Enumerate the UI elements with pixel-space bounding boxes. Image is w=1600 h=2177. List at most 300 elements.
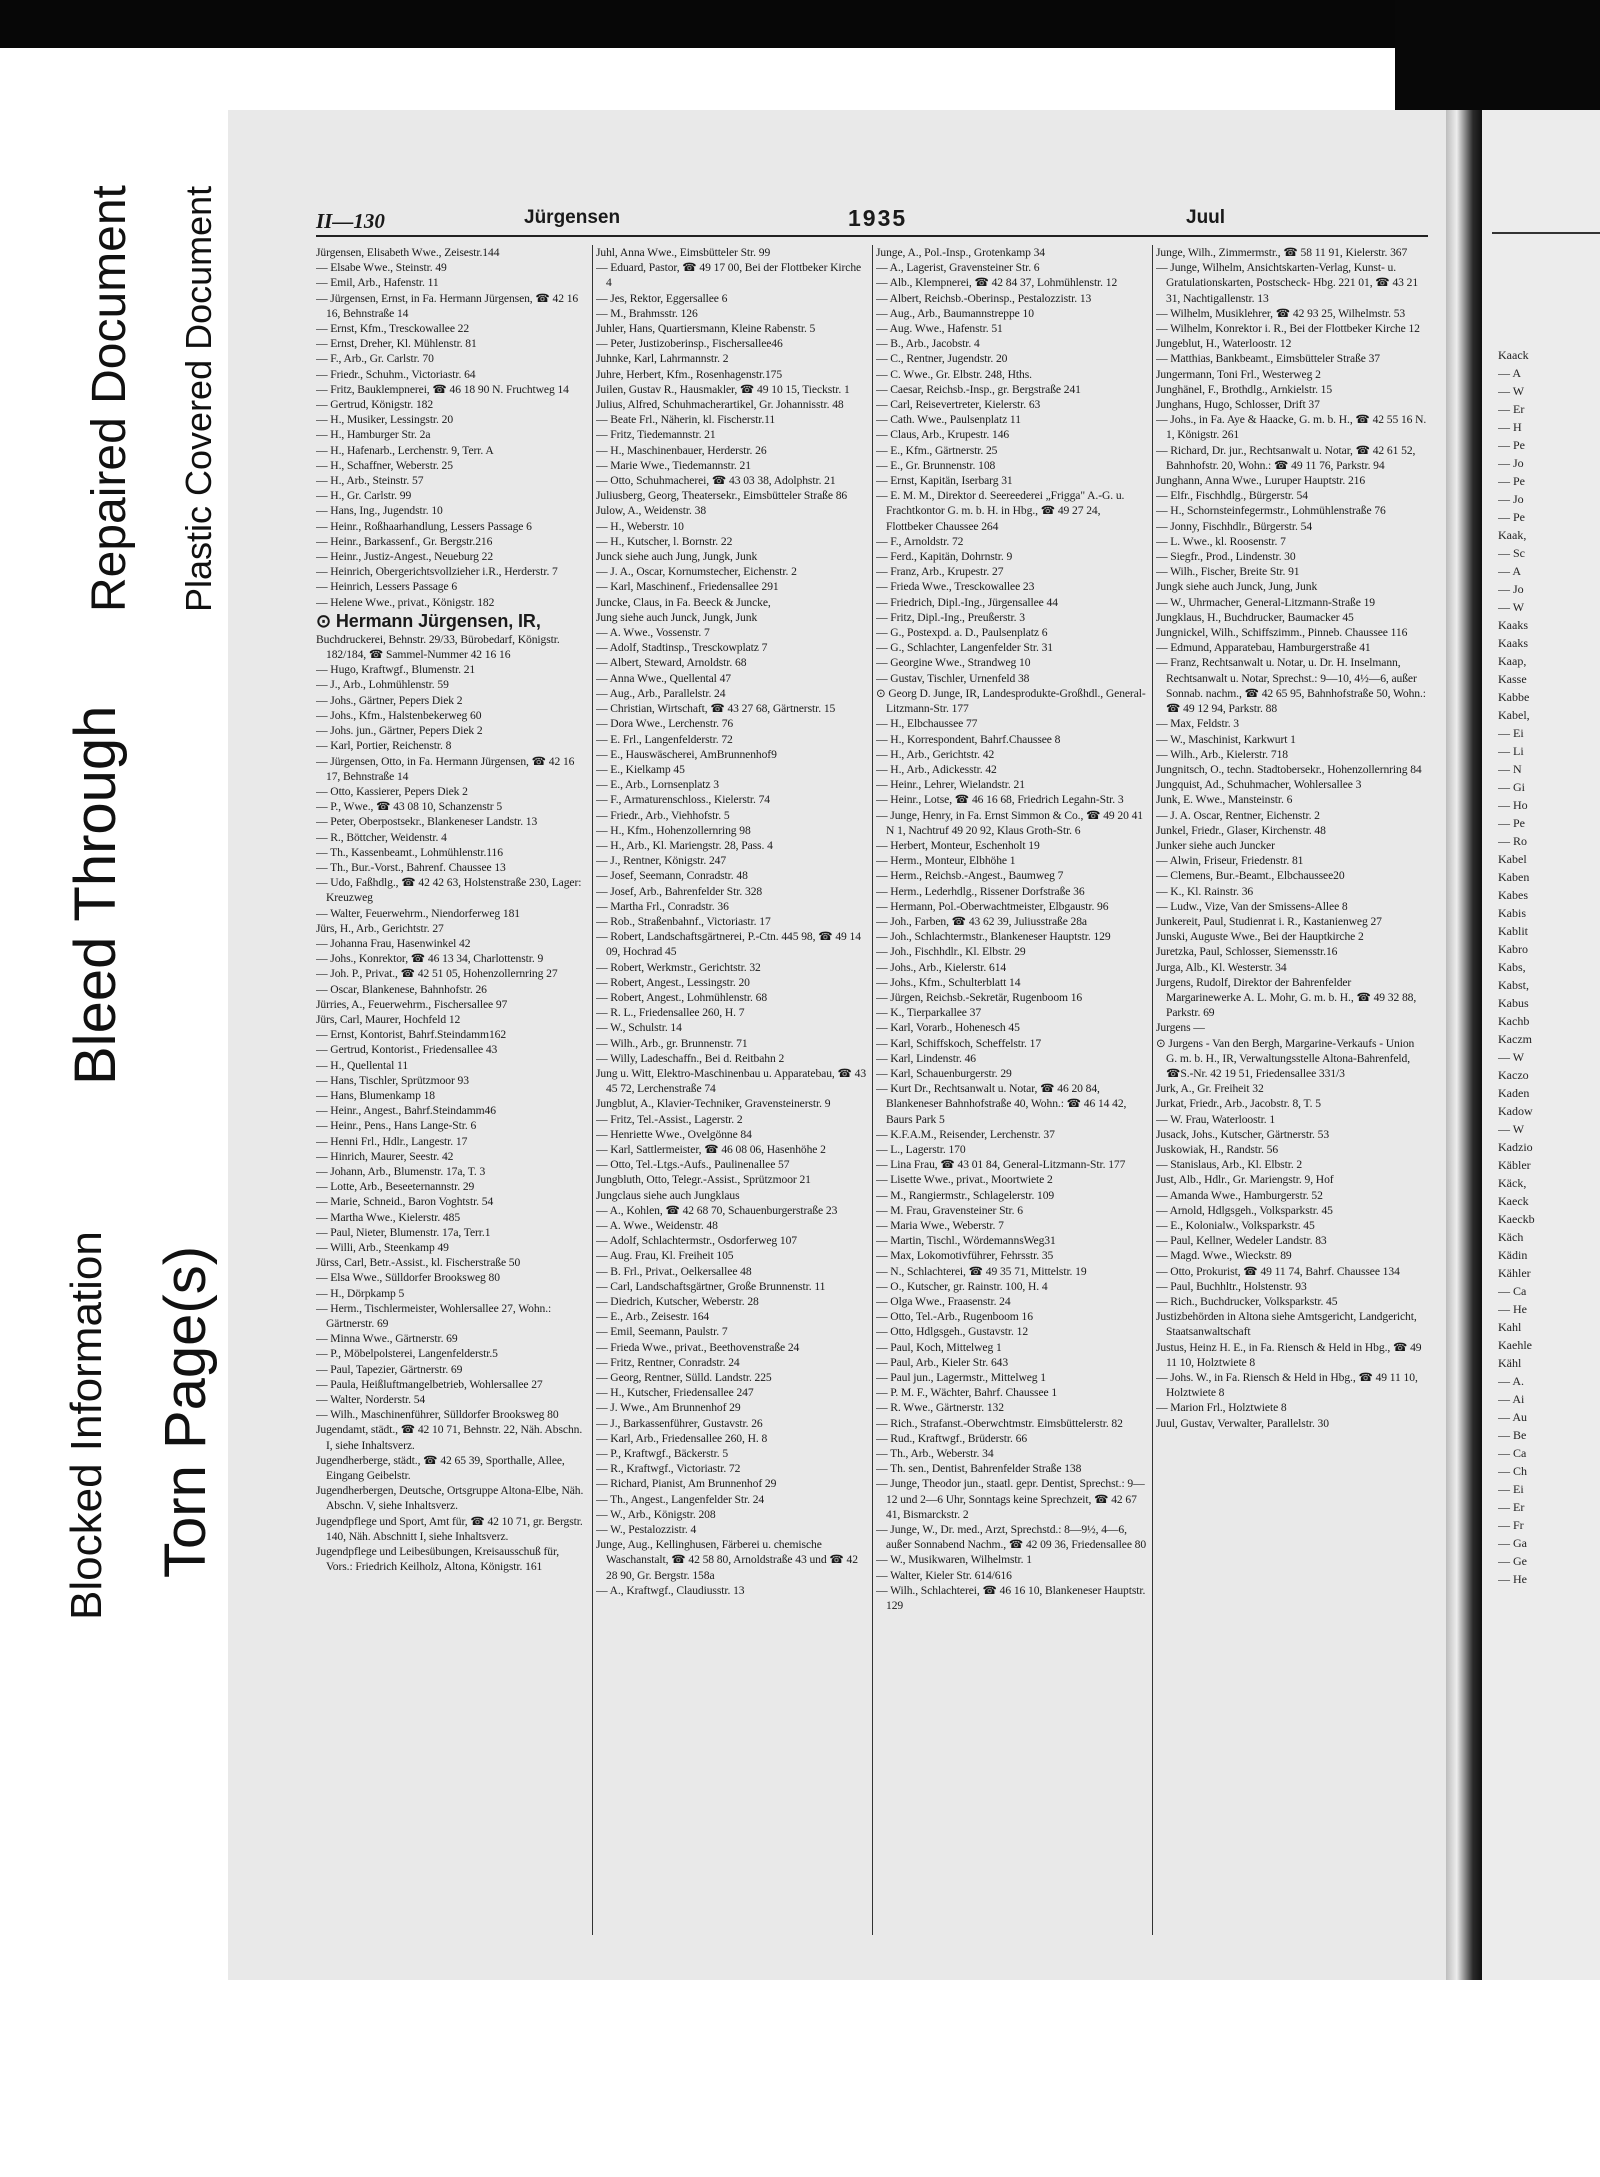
page-number: II—130 bbox=[316, 209, 385, 233]
directory-entry: — R., Kraftwgf., Victoriastr. 72 bbox=[596, 1462, 741, 1476]
directory-entry: — Heinr., Barkassenf., Gr. Bergstr.216 bbox=[316, 534, 493, 548]
label-repaired-document: Repaired Document bbox=[83, 185, 136, 612]
directory-entry: Jürss, Carl, Betr.-Assist., kl. Fischerstraße 50 bbox=[316, 1256, 521, 1270]
facing-page-fragment-line: — Sc bbox=[1498, 546, 1525, 560]
directory-entry: — Helene Wwe., privat., Königstr. 182 bbox=[316, 595, 495, 609]
directory-entry: — Josef, Arb., Bahrenfelder Str. 328 bbox=[596, 884, 763, 898]
directory-entry: — Fritz, Rentner, Conradstr. 24 bbox=[596, 1355, 740, 1369]
directory-entry: — Heinrich, Lessers Passage 6 bbox=[316, 580, 458, 594]
directory-entry: — Herm., Tischlermeister, Wohlersallee 27, Wohn.: Gärtnerstr. 69 bbox=[316, 1301, 552, 1331]
directory-entry: Juhre, Herbert, Kfm., Rosenhagenstr.175 bbox=[596, 367, 783, 381]
directory-entry: Jurgens, Rudolf, Direktor der Bahrenfelder Margarinewerke A. L. Mohr, G. m. b. H., ☎ 49 32 88, Parkstr. 69 bbox=[1156, 975, 1417, 1020]
directory-entry: Junkereit, Paul, Studienrat i. R., Kastanienweg 27 bbox=[1156, 914, 1382, 928]
directory-entry: — Ernst, Kontorist, Bahrf.Steindamm162 bbox=[316, 1028, 507, 1042]
directory-entry: Junk, E. Wwe., Mansteinstr. 6 bbox=[1156, 793, 1293, 807]
directory-entry: — Aug., Arb., Parallelstr. 24 bbox=[596, 686, 726, 700]
directory-entry: — Paula, Heißluftmangelbetrieb, Wohlersallee 27 bbox=[316, 1377, 543, 1391]
directory-entry: — C. Wwe., Gr. Elbstr. 248, Hths. bbox=[876, 367, 1032, 381]
directory-entry: — W., Musikwaren, Wilhelmstr. 1 bbox=[876, 1553, 1032, 1567]
directory-entry: Juhler, Hans, Quartiersmann, Kleine Rabenstr. 5 bbox=[596, 322, 816, 336]
directory-entry: — Max, Lokomotivführer, Fehrsstr. 35 bbox=[876, 1249, 1054, 1263]
directory-entry: Jürgensen, Elisabeth Wwe., Zeisestr.144 bbox=[316, 246, 500, 259]
directory-entry: — Ludw., Vize, Van der Smissens-Allee 8 bbox=[1156, 899, 1348, 913]
directory-entry: — H., Gr. Carlstr. 99 bbox=[316, 489, 412, 503]
directory-entry: — Paul, Tapezier, Gärtnerstr. 69 bbox=[316, 1362, 463, 1376]
directory-entry: — Robert, Landschaftsgärtnerei, P.-Ctn. 445 98, ☎ 49 14 09, Hochrad 45 bbox=[596, 930, 861, 959]
directory-entry: Jungquist, Ad., Schuhmacher, Wohlersallee 3 bbox=[1156, 778, 1362, 792]
directory-entry: — Elsabe Wwe., Steinstr. 49 bbox=[316, 261, 447, 275]
directory-entry: — Matthias, Bankbeamt., Eimsbütteler Straße 37 bbox=[1156, 352, 1381, 366]
directory-entry: — A. Wwe., Vossenstr. 7 bbox=[596, 626, 710, 640]
directory-entry: — Henriette Wwe., Ovelgönne 84 bbox=[596, 1127, 752, 1141]
directory-entry: — E., Kfm., Gärtnerstr. 25 bbox=[876, 443, 998, 457]
facing-page-fragment-line: — Ro bbox=[1498, 834, 1528, 848]
directory-entry: — F., Arnoldstr. 72 bbox=[876, 534, 964, 548]
directory-entry: — Siegfr., Prod., Lindenstr. 30 bbox=[1156, 550, 1296, 564]
directory-entry: — Joh., Fischhdlr., Kl. Elbstr. 29 bbox=[876, 945, 1026, 959]
directory-entry: — H., Dörpkamp 5 bbox=[316, 1286, 405, 1300]
directory-columns bbox=[316, 245, 1428, 1935]
directory-entry: — Johann, Arb., Blumenstr. 17a, T. 3 bbox=[316, 1164, 486, 1178]
facing-page-fragment-line: — W bbox=[1498, 384, 1525, 398]
directory-entry: — G., Postexpd. a. D., Paulsenplatz 6 bbox=[876, 626, 1048, 640]
facing-page-fragment-line: — Jo bbox=[1498, 582, 1524, 596]
directory-entry: — Karl, Portier, Reichenstr. 8 bbox=[316, 739, 452, 753]
directory-entry: Junghann, Anna Wwe., Luruper Hauptstr. 216 bbox=[1156, 474, 1366, 488]
directory-entry: — Junge, Henry, in Fa. Ernst Simmon & Co., ☎ 49 20 41 N 1, Nachtruf 49 20 92, Klaus Groth-Str. 6 bbox=[876, 808, 1143, 837]
directory-entry: — Eduard, Pastor, ☎ 49 17 00, Bei der Flottbeker Kirche 4 bbox=[596, 261, 862, 290]
facing-page-fragment-line: Kabes bbox=[1498, 888, 1528, 902]
facing-page-fragment-line: Kabro bbox=[1498, 942, 1528, 956]
page-header bbox=[316, 205, 1428, 235]
directory-entry: — B. Frl., Privat., Oelkersallee 48 bbox=[596, 1264, 752, 1278]
directory-entry: — Johs., Gärtner, Pepers Diek 2 bbox=[316, 693, 463, 707]
facing-page-fragment-line: — Ei bbox=[1498, 1482, 1524, 1496]
facing-page-fragment-line: — Pe bbox=[1498, 510, 1525, 524]
directory-entry: — H., Hamburger Str. 2a bbox=[316, 428, 431, 442]
directory-entry: — A., Lagerist, Gravensteiner Str. 6 bbox=[876, 261, 1040, 275]
directory-entry: — Wilh., Arb., gr. Brunnenstr. 71 bbox=[596, 1036, 748, 1050]
directory-entry: — Wilh., Maschinenführer, Sülldorfer Brooksweg 80 bbox=[316, 1408, 559, 1422]
facing-page-fragment-line: — A. bbox=[1498, 1374, 1525, 1388]
directory-entry: — Jonny, Fischhdlr., Bürgerstr. 54 bbox=[1156, 519, 1313, 533]
directory-entry: — W. Frau, Waterloostr. 1 bbox=[1156, 1112, 1276, 1126]
directory-entry: — A., Kohlen, ☎ 42 68 70, Schauenburgerstraße 23 bbox=[596, 1203, 838, 1217]
directory-entry: — J., Rentner, Königstr. 247 bbox=[596, 854, 727, 868]
directory-entry: — Herbert, Monteur, Eschenholt 19 bbox=[876, 838, 1040, 852]
facing-page-fragment-line: — Gi bbox=[1498, 780, 1525, 794]
directory-entry: — Aug. Frau, Kl. Freiheit 105 bbox=[596, 1249, 734, 1263]
directory-entry: — H., Korrespondent, Bahrf.Chaussee 8 bbox=[876, 732, 1061, 746]
directory-entry: — Fritz, Bauklempnerei, ☎ 46 18 90 N. Fruchtweg 14 bbox=[316, 382, 569, 396]
facing-page-fragment-line: — He bbox=[1498, 1302, 1527, 1316]
facing-page-fragment-line: — W bbox=[1498, 600, 1525, 614]
directory-entry: — R. Wwe., Gärtnerstr. 132 bbox=[876, 1401, 1004, 1415]
directory-entry: ⊙ Hermann Jürgensen, IR, bbox=[316, 610, 541, 631]
facing-page-fragment-line: Kaczo bbox=[1498, 1068, 1529, 1082]
directory-entry: — Wilh., Schlachterei, ☎ 46 16 10, Blankeneser Hauptstr. 129 bbox=[876, 1583, 1146, 1613]
directory-entry: — Aug., Arb., Baumannstreppe 10 bbox=[876, 306, 1034, 320]
directory-entry: — Rich., Buchdrucker, Volksparkstr. 45 bbox=[1156, 1295, 1338, 1309]
directory-entry: — Olga Wwe., Fraasenstr. 24 bbox=[876, 1295, 1011, 1309]
directory-entry: — Heinr., Justiz-Angest., Neueburg 22 bbox=[316, 550, 494, 564]
directory-entry: Jungbluth, Otto, Telegr.-Assist., Sprützmoor 21 bbox=[596, 1173, 811, 1187]
directory-entry: — Georg, Rentner, Sülld. Landstr. 225 bbox=[596, 1371, 772, 1385]
page-gutter-shadow bbox=[1446, 110, 1482, 1980]
directory-entry: — H., Schornsteinfegermstr., Lohmühlenstraße 76 bbox=[1156, 504, 1386, 518]
facing-page-fragment-line: Kabus bbox=[1498, 996, 1529, 1010]
facing-page-fragment-line: — A bbox=[1498, 366, 1522, 380]
directory-entry: — Hans, Tischler, Sprützmoor 93 bbox=[316, 1073, 469, 1087]
facing-page-fragment-line: Kaaks bbox=[1498, 636, 1528, 650]
directory-entry: — Richard, Dr. jur., Rechtsanwalt u. Notar, ☎ 42 61 52, Bahnhofstr. 20, Wohn.: ☎ 49 11 76, Parkstr. 94 bbox=[1156, 443, 1416, 472]
directory-entry: — E. M. M., Direktor d. Seereederei „Frigga" A.-G. u. Frachtkontor G. m. b. H. in Hbg., ☎ 49 27 24, Flottbeker Chaussee 264 bbox=[876, 489, 1125, 533]
column-divider bbox=[872, 245, 873, 1935]
facing-page-fragment-line: Kabel, bbox=[1498, 708, 1530, 722]
facing-page-fragment-line: Kädin bbox=[1498, 1248, 1528, 1262]
directory-entry: — Johs. W., in Fa. Riensch & Held in Hbg., ☎ 49 11 10, Holztwiete 8 bbox=[1156, 1371, 1418, 1400]
directory-entry: — Johs., Konrektor, ☎ 46 13 34, Charlottenstr. 9 bbox=[316, 952, 544, 966]
directory-entry: Julow, A., Weidenstr. 38 bbox=[596, 504, 707, 518]
directory-entry: — P. M. F., Wächter, Bahrf. Chaussee 1 bbox=[876, 1386, 1058, 1400]
directory-entry: — H., Arb., Steinstr. 57 bbox=[316, 474, 424, 488]
directory-entry: Juskowiak, H., Randstr. 56 bbox=[1156, 1142, 1279, 1156]
facing-page-fragment-line: — A bbox=[1498, 564, 1522, 578]
directory-entry: — Karl, Lindenstr. 46 bbox=[876, 1051, 976, 1065]
directory-entry: — Diedrich, Kutscher, Weberstr. 28 bbox=[596, 1295, 759, 1309]
directory-entry: — H., Kutscher, l. Bornstr. 22 bbox=[596, 534, 733, 548]
directory-entry: — Alwin, Friseur, Friedenstr. 81 bbox=[1156, 854, 1304, 868]
directory-entry: — Marion Frl., Holztwiete 8 bbox=[1156, 1401, 1287, 1415]
directory-entry: — Th., Arb., Weberstr. 34 bbox=[876, 1447, 994, 1461]
directory-entry: — J. A. Oscar, Rentner, Eichenstr. 2 bbox=[1156, 808, 1320, 822]
directory-entry: — B., Arb., Jacobstr. 4 bbox=[876, 337, 980, 351]
directory-entry: — Henni Frl., Hdlr., Langestr. 17 bbox=[316, 1134, 468, 1148]
directory-entry: Juilen, Gustav R., Hausmakler, ☎ 49 10 15, Tieckstr. 1 bbox=[596, 382, 850, 396]
facing-page-fragment-line: Kablit bbox=[1498, 924, 1528, 938]
directory-entry: — Paul, Arb., Kieler Str. 643 bbox=[876, 1355, 1009, 1369]
directory-entry: — Albert, Steward, Arnoldstr. 68 bbox=[596, 656, 747, 670]
directory-entry: Jungnickel, Wilh., Schiffszimm., Pinneb. Chaussee 116 bbox=[1156, 626, 1408, 640]
directory-entry: — Willi, Arb., Steenkamp 49 bbox=[316, 1241, 449, 1254]
directory-entry: — Heinrich, Obergerichtsvollzieher i.R., Herderstr. 7 bbox=[316, 565, 558, 579]
directory-entry: — Ernst, Kfm., Tresckowallee 22 bbox=[316, 322, 470, 336]
directory-entry: — Paul, Buchhltr., Holstenstr. 93 bbox=[1156, 1279, 1307, 1293]
facing-page-fragment-line: — H bbox=[1498, 420, 1522, 434]
facing-page-fragment-line: — Pe bbox=[1498, 474, 1525, 488]
directory-entry: — Peter, Justizoberinsp., Fischersallee46 bbox=[596, 337, 783, 351]
directory-entry: — Edmund, Apparatebau, Hamburgerstraße 41 bbox=[1156, 641, 1371, 655]
directory-entry: Jung u. Witt, Elektro-Maschinenbau u. Apparatebau, ☎ 43 45 72, Lerchenstraße 74 bbox=[596, 1066, 867, 1096]
directory-entry: — Martha Frl., Conradstr. 36 bbox=[596, 899, 729, 913]
page-content bbox=[316, 205, 1428, 1613]
directory-entry: — Walter, Norderstr. 54 bbox=[316, 1393, 426, 1407]
directory-entry: Junker siehe auch Juncker bbox=[1156, 838, 1275, 852]
facing-page-fragment-line: Kabel bbox=[1498, 852, 1527, 866]
directory-entry: — Jes, Rektor, Eggersallee 6 bbox=[596, 291, 728, 305]
directory-entry: Jürs, Carl, Maurer, Hochfeld 12 bbox=[316, 1012, 461, 1026]
directory-entry: Jungblut, A., Klavier-Techniker, Gravensteinerstr. 9 bbox=[596, 1097, 831, 1111]
facing-page-fragment-line: Kaben bbox=[1498, 870, 1530, 884]
directory-entry: — Fritz, Tiedemannstr. 21 bbox=[596, 428, 716, 442]
directory-entry: — K., Kl. Rainstr. 36 bbox=[1156, 884, 1254, 898]
directory-entry: — Albert, Reichsb.-Oberinsp., Pestalozzistr. 13 bbox=[876, 291, 1092, 305]
directory-entry: Jurgens — bbox=[1156, 1021, 1205, 1035]
directory-entry: — W., Pestalozzistr. 4 bbox=[596, 1523, 697, 1537]
facing-page-fragment-line: — W bbox=[1498, 1122, 1525, 1136]
label-blocked-information: Blocked Information bbox=[62, 1231, 111, 1620]
directory-entry: — Heinr., Pens., Hans Lange-Str. 6 bbox=[316, 1119, 477, 1133]
directory-entry: — Hermann, Pol.-Oberwachtmeister, Elbgaustr. 96 bbox=[876, 899, 1109, 913]
facing-page-fragment-line: — Er bbox=[1498, 402, 1525, 416]
directory-entry: Buchdruckerei, Behnstr. 29/33, Bürobedarf, Königstr. 182/184, ☎ Sammel-Nummer 42 16 16 bbox=[316, 632, 560, 662]
directory-entry: Jurga, Alb., Kl. Westerstr. 34 bbox=[1156, 960, 1287, 974]
directory-entry: — Wilh., Fischer, Breite Str. 91 bbox=[1156, 565, 1300, 579]
directory-entry: — Adolf, Stadtinsp., Tresckowplatz 7 bbox=[596, 641, 768, 655]
directory-entry: — H., Maschinenbauer, Herderstr. 26 bbox=[596, 443, 767, 457]
directory-entry: — Karl, Schauenburgerstr. 29 bbox=[876, 1066, 1012, 1080]
directory-entry: — Gertrud, Königstr. 182 bbox=[316, 398, 434, 412]
facing-page-fragment-line: Kabst, bbox=[1498, 978, 1529, 992]
directory-entry: — H., Arb., Adickesstr. 42 bbox=[876, 762, 997, 776]
directory-entry: — Adolf, Schlachtermstr., Osdorferweg 107 bbox=[596, 1234, 798, 1248]
facing-page-fragment-line: Kasse bbox=[1498, 672, 1527, 686]
directory-entry: — P., Wwe., ☎ 43 08 10, Schanzenstr 5 bbox=[316, 800, 503, 814]
directory-entry: — E., Kielkamp 45 bbox=[596, 762, 685, 776]
directory-entry: — Rud., Kraftwgf., Brüderstr. 66 bbox=[876, 1431, 1028, 1445]
directory-entry: — H., Schaffner, Weberstr. 25 bbox=[316, 458, 453, 472]
directory-entry: — Herm., Monteur, Elbhöhe 1 bbox=[876, 854, 1016, 868]
directory-entry: — Cath. Wwe., Paulsenplatz 11 bbox=[876, 413, 1021, 427]
directory-entry: — Paul, Kellner, Wedeler Landstr. 83 bbox=[1156, 1234, 1327, 1248]
directory-entry: — P., Kraftwgf., Bäckerstr. 5 bbox=[596, 1447, 729, 1461]
facing-page-fragment-line: Kadow bbox=[1498, 1104, 1533, 1118]
directory-entry: — Johs., Arb., Kielerstr. 614 bbox=[876, 960, 1007, 974]
facing-page-fragment-line: — Ai bbox=[1498, 1392, 1525, 1406]
directory-entry: Julius, Alfred, Schuhmacherartikel, Gr. Johannisstr. 48 bbox=[596, 398, 844, 412]
directory-entry: — Emil, Arb., Hafenstr. 11 bbox=[316, 276, 439, 290]
column-divider bbox=[1152, 245, 1153, 1935]
label-torn-pages: Torn Page(s) bbox=[153, 1245, 218, 1578]
directory-entry: Juncke, Claus, in Fa. Beeck & Juncke, bbox=[596, 595, 771, 609]
directory-entry: — Heinr., Roßhaarhandlung, Lessers Passage 6 bbox=[316, 519, 532, 533]
directory-entry: — Lisette Wwe., privat., Moortwiete 2 bbox=[876, 1173, 1053, 1187]
directory-entry: — Caesar, Reichsb.-Insp., gr. Bergstraße 241 bbox=[876, 382, 1081, 396]
directory-page bbox=[228, 110, 1446, 1980]
directory-entry: — H., Arb., Gerichtstr. 42 bbox=[876, 747, 995, 761]
directory-entry: — Hugo, Kraftwgf., Blumenstr. 21 bbox=[316, 663, 476, 677]
directory-entry: — Paul jun., Lagermstr., Mittelweg 1 bbox=[876, 1371, 1046, 1385]
facing-page-fragment-line: — Ei bbox=[1498, 726, 1524, 740]
directory-entry: — Frieda Wwe., Tresckowallee 23 bbox=[876, 580, 1035, 594]
directory-entry: — J. Wwe., Am Brunnenhof 29 bbox=[596, 1401, 741, 1415]
directory-entry: — Clemens, Bur.-Beamt., Elbchaussee20 bbox=[1156, 869, 1345, 883]
directory-entry: — Wilh., Arb., Kielerstr. 718 bbox=[1156, 747, 1288, 761]
facing-page-fragment-line: — N bbox=[1498, 762, 1522, 776]
directory-entry: Jugendherbergen, Deutsche, Ortsgruppe Altona-Elbe, Näh. Abschn. V, siehe Inhaltsverz. bbox=[316, 1484, 584, 1513]
directory-entry: — Ferd., Kapitän, Dohrnstr. 9 bbox=[876, 550, 1013, 564]
directory-entry: — Th., Bur.-Vorst., Bahrenf. Chaussee 13 bbox=[316, 860, 506, 874]
directory-entry: — M. Frau, Gravensteiner Str. 6 bbox=[876, 1203, 1023, 1217]
directory-entry: — Willy, Ladeschaffn., Bei d. Reitbahn 2 bbox=[596, 1051, 785, 1065]
directory-entry: — Paul, Koch, Mittelweg 1 bbox=[876, 1340, 1002, 1354]
directory-entry: Jürries, A., Feuerwehrm., Fischersallee 97 bbox=[316, 997, 508, 1011]
facing-page-fragment-line: Kahl bbox=[1498, 1320, 1522, 1334]
facing-page-fragment-line: Kaeck bbox=[1498, 1194, 1529, 1208]
directory-entry: — C., Rentner, Jugendstr. 20 bbox=[876, 352, 1008, 366]
directory-entry: Jungclaus siehe auch Jungklaus bbox=[596, 1188, 740, 1202]
directory-entry: — H., Kfm., Hohenzollernring 98 bbox=[596, 823, 751, 837]
directory-entry: — Hinrich, Maurer, Seestr. 42 bbox=[316, 1149, 454, 1163]
directory-entry: — Elfr., Fischhdlg., Bürgerstr. 54 bbox=[1156, 489, 1308, 503]
directory-entry: Junge, Aug., Kellinghusen, Färberei u. chemische Waschanstalt, ☎ 42 58 80, Arnoldstraße 43 und ☎ 42 28 90, Gr. Bergstr. 158a bbox=[596, 1538, 858, 1582]
directory-entry: — Jürgensen, Otto, in Fa. Hermann Jürgensen, ☎ 42 16 17, Behnstraße 14 bbox=[316, 754, 575, 783]
facing-page-fragment-line: — Ga bbox=[1498, 1536, 1527, 1550]
directory-entry: Junck siehe auch Jung, Jungk, Junk bbox=[596, 550, 758, 564]
directory-entry: — Otto, Schuhmacherei, ☎ 43 03 38, Adolphstr. 21 bbox=[596, 474, 836, 488]
directory-entry: — Claus, Arb., Krupestr. 146 bbox=[876, 428, 1010, 442]
directory-entry: — Herm., Reichsb.-Angest., Baumweg 7 bbox=[876, 869, 1064, 883]
directory-entry: — Oscar, Blankenese, Bahnhofstr. 26 bbox=[316, 982, 487, 996]
facing-page-fragment-line: Käck, bbox=[1498, 1176, 1527, 1190]
column-3 bbox=[876, 245, 1148, 1935]
facing-page-fragment-line: — Pe bbox=[1498, 438, 1525, 452]
directory-entry: — Paul, Nieter, Blumenstr. 17a, Terr.1 bbox=[316, 1225, 491, 1239]
facing-page-fragment-line: Kähler bbox=[1498, 1266, 1531, 1280]
directory-entry: — Friedr., Arb., Viehhofstr. 5 bbox=[596, 808, 730, 822]
directory-entry: Jungnitsch, O., techn. Stadtobersekr., Hohenzollernring 84 bbox=[1156, 762, 1422, 776]
directory-entry: — Rich., Strafanst.-Oberwchtmstr. Eimsbüttelerstr. 82 bbox=[876, 1416, 1123, 1430]
directory-entry: — R., Böttcher, Weidenstr. 4 bbox=[316, 830, 447, 844]
label-plastic-covered: Plastic Covered Document bbox=[178, 185, 219, 612]
facing-page-fragment-line: Kachb bbox=[1498, 1014, 1530, 1028]
directory-entry: — W., Uhrmacher, General-Litzmann-Straße 19 bbox=[1156, 595, 1375, 609]
facing-page-fragment-line: — Ca bbox=[1498, 1284, 1527, 1298]
directory-entry: — Otto, Tel.-Arb., Rugenboom 16 bbox=[876, 1310, 1033, 1324]
facing-page-fragment-line: Kaczm bbox=[1498, 1032, 1532, 1046]
directory-entry: — Magd. Wwe., Wieckstr. 89 bbox=[1156, 1249, 1292, 1263]
directory-entry: — W., Schulstr. 14 bbox=[596, 1021, 682, 1035]
facing-page-fragment-line: Kaeckb bbox=[1498, 1212, 1535, 1226]
facing-page-fragment-line: — Ho bbox=[1498, 798, 1528, 812]
directory-entry: — E., Arb., Zeisestr. 164 bbox=[596, 1310, 710, 1324]
directory-entry: — Walter, Kieler Str. 614/616 bbox=[876, 1568, 1012, 1582]
directory-entry: Junghans, Hugo, Schlosser, Drift 37 bbox=[1156, 398, 1320, 412]
directory-entry: — Amanda Wwe., Hamburgerstr. 52 bbox=[1156, 1188, 1323, 1202]
directory-entry: — J., Arb., Lohmühlenstr. 59 bbox=[316, 678, 449, 692]
directory-entry: — Elsa Wwe., Sülldorfer Brooksweg 80 bbox=[316, 1271, 500, 1285]
directory-entry: Jugendpflege und Sport, Amt für, ☎ 42 10 71, gr. Bergstr. 140, Näh. Abschnitt I, siehe Inhaltsverz. bbox=[316, 1514, 583, 1543]
directory-entry: — Junge, Theodor jun., staatl. gepr. Dentist, Sprechst.: 9—12 und 2—6 Uhr, Sonntags keine Sprechzeit, ☎ 42 67 41, Bismarckstr. 2 bbox=[876, 1477, 1145, 1521]
directory-entry: — Frieda Wwe., privat., Beethovenstraße 24 bbox=[596, 1340, 800, 1354]
directory-entry: — Emil, Seemann, Paulstr. 7 bbox=[596, 1325, 728, 1339]
directory-entry: — H., Musiker, Lessingstr. 20 bbox=[316, 413, 454, 427]
directory-entry: — Junge, Wilhelm, Ansichtskarten-Verlag, Kunst- u. Gratulationskarten, Postscheck- Hbg. 221 01, ☎ 43 21 31, Nachtigallenstr. 13 bbox=[1156, 261, 1419, 305]
directory-entry: — Lina Frau, ☎ 43 01 84, General-Litzmann-Str. 177 bbox=[876, 1158, 1126, 1172]
label-bleed-through: Bleed Through bbox=[63, 705, 128, 1085]
directory-entry: — E., Kolonialw., Volksparkstr. 45 bbox=[1156, 1219, 1315, 1232]
directory-entry: — Carl, Reisevertreter, Kielerstr. 63 bbox=[876, 398, 1041, 412]
directory-entry: — Fritz, Tel.-Assist., Lagerstr. 2 bbox=[596, 1112, 743, 1126]
facing-page-fragment-line: Kaehle bbox=[1498, 1338, 1532, 1352]
directory-entry: Junge, Wilh., Zimmermstr., ☎ 58 11 91, Kielerstr. 367 bbox=[1156, 246, 1408, 259]
directory-entry: — H., Weberstr. 10 bbox=[596, 519, 684, 533]
directory-entry: — Th., Kassenbeamt., Lohmühlenstr.116 bbox=[316, 845, 503, 859]
directory-entry: — W., Maschinist, Karkwurt 1 bbox=[1156, 732, 1296, 746]
directory-entry: — Gertrud, Kontorist., Friedensallee 43 bbox=[316, 1043, 498, 1057]
directory-entry: Juul, Gustav, Verwalter, Parallelstr. 30 bbox=[1156, 1416, 1329, 1430]
directory-entry: — Robert, Angest., Lohmühlenstr. 68 bbox=[596, 990, 768, 1004]
column-4 bbox=[1156, 245, 1428, 1935]
directory-entry: — Heinr., Angest., Bahrf.Steindamm46 bbox=[316, 1104, 496, 1118]
directory-entry: — Joh., Farben, ☎ 43 62 39, Juliusstraße 28a bbox=[876, 914, 1087, 928]
directory-entry: — Otto, Kassierer, Pepers Diek 2 bbox=[316, 784, 468, 798]
header-year: 1935 bbox=[848, 205, 908, 231]
column-2 bbox=[596, 245, 868, 1935]
directory-entry: — Wilhelm, Musiklehrer, ☎ 42 93 25, Wilhelmstr. 53 bbox=[1156, 306, 1406, 320]
facing-page-fragment-line: Kabis bbox=[1498, 906, 1526, 920]
directory-entry: — Marie Wwe., Tiedemannstr. 21 bbox=[596, 458, 751, 472]
directory-entry: Jungklaus, H., Buchdrucker, Baumacker 45 bbox=[1156, 610, 1354, 624]
facing-page-fragment-line: Käbler bbox=[1498, 1158, 1531, 1172]
directory-entry: — Friedr., Schuhm., Victoriastr. 64 bbox=[316, 367, 476, 381]
facing-page-fragment-line: — Ca bbox=[1498, 1446, 1527, 1460]
facing-page-column bbox=[1498, 346, 1598, 1588]
facing-page-fragment-line: — W bbox=[1498, 1050, 1525, 1064]
directory-entry: — Jürgen, Reichsb.-Sekretär, Rugenboom 16 bbox=[876, 990, 1083, 1004]
directory-entry: — Heinr., Lotse, ☎ 46 16 68, Friedrich Legahn-Str. 3 bbox=[876, 793, 1124, 807]
directory-entry: — Dora Wwe., Lerchenstr. 76 bbox=[596, 717, 734, 731]
directory-entry: — Junge, W., Dr. med., Arzt, Sprechstd.: 8—9½, 4—6, außer Sonnabend Nachm., ☎ 42 09 36, Friedensallee 80 bbox=[876, 1523, 1147, 1552]
directory-entry: — Minna Wwe., Gärtnerstr. 69 bbox=[316, 1332, 458, 1346]
directory-entry: — Karl, Schiffskoch, Scheffelstr. 17 bbox=[876, 1036, 1042, 1050]
directory-entry: — Christian, Wirtschaft, ☎ 43 27 68, Gärtnerstr. 15 bbox=[596, 702, 836, 716]
directory-entry: Jurkat, Friedr., Arb., Jacobstr. 8, T. 5 bbox=[1156, 1097, 1321, 1111]
directory-entry: Jungeblut, H., Waterloostr. 12 bbox=[1156, 337, 1292, 351]
directory-entry: — Josef, Seemann, Conradstr. 48 bbox=[596, 869, 748, 883]
directory-entry: — L., Lagerstr. 170 bbox=[876, 1142, 966, 1156]
directory-entry: Jusack, Johs., Kutscher, Gärtnerstr. 53 bbox=[1156, 1127, 1330, 1141]
column-divider bbox=[592, 245, 593, 1935]
directory-entry: — Karl, Maschinenf., Friedensallee 291 bbox=[596, 580, 779, 594]
directory-entry: — F., Armaturenschloss., Kielerstr. 74 bbox=[596, 793, 770, 807]
directory-entry: — Richard, Pianist, Am Brunnenhof 29 bbox=[596, 1477, 777, 1491]
directory-entry: — Johs., in Fa. Aye & Haacke, G. m. b. H., ☎ 42 55 16 N. 1, Königstr. 261 bbox=[1156, 413, 1427, 442]
directory-entry: — E. Frl., Langenfelderstr. 72 bbox=[596, 732, 733, 746]
facing-page-fragment-line: Kaaks bbox=[1498, 618, 1528, 632]
directory-entry: Junge, A., Pol.-Insp., Grotenkamp 34 bbox=[876, 246, 1046, 259]
directory-entry: Jugendpflege und Leibesübungen, Kreisausschuß für, Vors.: Friedrich Keilholz, Altona, Königstr. 161 bbox=[316, 1545, 560, 1574]
facing-page-fragment-line: Kähl bbox=[1498, 1356, 1522, 1370]
directory-entry: — Ernst, Dreher, Kl. Mühlenstr. 81 bbox=[316, 337, 477, 351]
directory-entry: ⊙ Jurgens - Van den Bergh, Margarine-Verkaufs - Union G. m. b. H., IR, Verwaltungsstelle Altona-Bahrenfeld, ☎S.-Nr. 42 19 51, Friedensallee 331/3 bbox=[1156, 1036, 1415, 1080]
directory-entry: — Robert, Angest., Lessingstr. 20 bbox=[596, 975, 750, 989]
directory-entry: — Udo, Faßhdlg., ☎ 42 42 63, Holstenstraße 230, Lager: Kreuzweg bbox=[316, 876, 582, 905]
directory-entry: — M., Rangiermstr., Schlagelerstr. 109 bbox=[876, 1188, 1055, 1202]
directory-entry: — Kurt Dr., Rechtsanwalt u. Notar, ☎ 46 20 84, Blankeneser Bahnhofstraße 40, Wohn.: ☎ 46 14 42, Baurs Park 5 bbox=[876, 1082, 1127, 1126]
directory-entry: — Alb., Klempnerei, ☎ 42 84 37, Lohmühlenstr. 12 bbox=[876, 276, 1118, 290]
facing-page-fragment-line: Kaack bbox=[1498, 348, 1529, 362]
facing-page-fragment-line: — Jo bbox=[1498, 456, 1524, 470]
scan-border-corner bbox=[1395, 0, 1600, 120]
directory-entry: — Gustav, Tischler, Urnenfeld 38 bbox=[876, 671, 1030, 685]
directory-entry: — K., Tierparkallee 37 bbox=[876, 1006, 982, 1020]
directory-entry: — Stanislaus, Arb., Kl. Elbstr. 2 bbox=[1156, 1158, 1303, 1172]
directory-entry: — Marie, Schneid., Baron Voghtstr. 54 bbox=[316, 1195, 494, 1209]
directory-entry: — W., Arb., Königstr. 208 bbox=[596, 1507, 716, 1521]
directory-entry: — O., Kutscher, gr. Rainstr. 100, H. 4 bbox=[876, 1279, 1048, 1293]
directory-entry: — Johs., Kfm., Schulterblatt 14 bbox=[876, 975, 1021, 989]
